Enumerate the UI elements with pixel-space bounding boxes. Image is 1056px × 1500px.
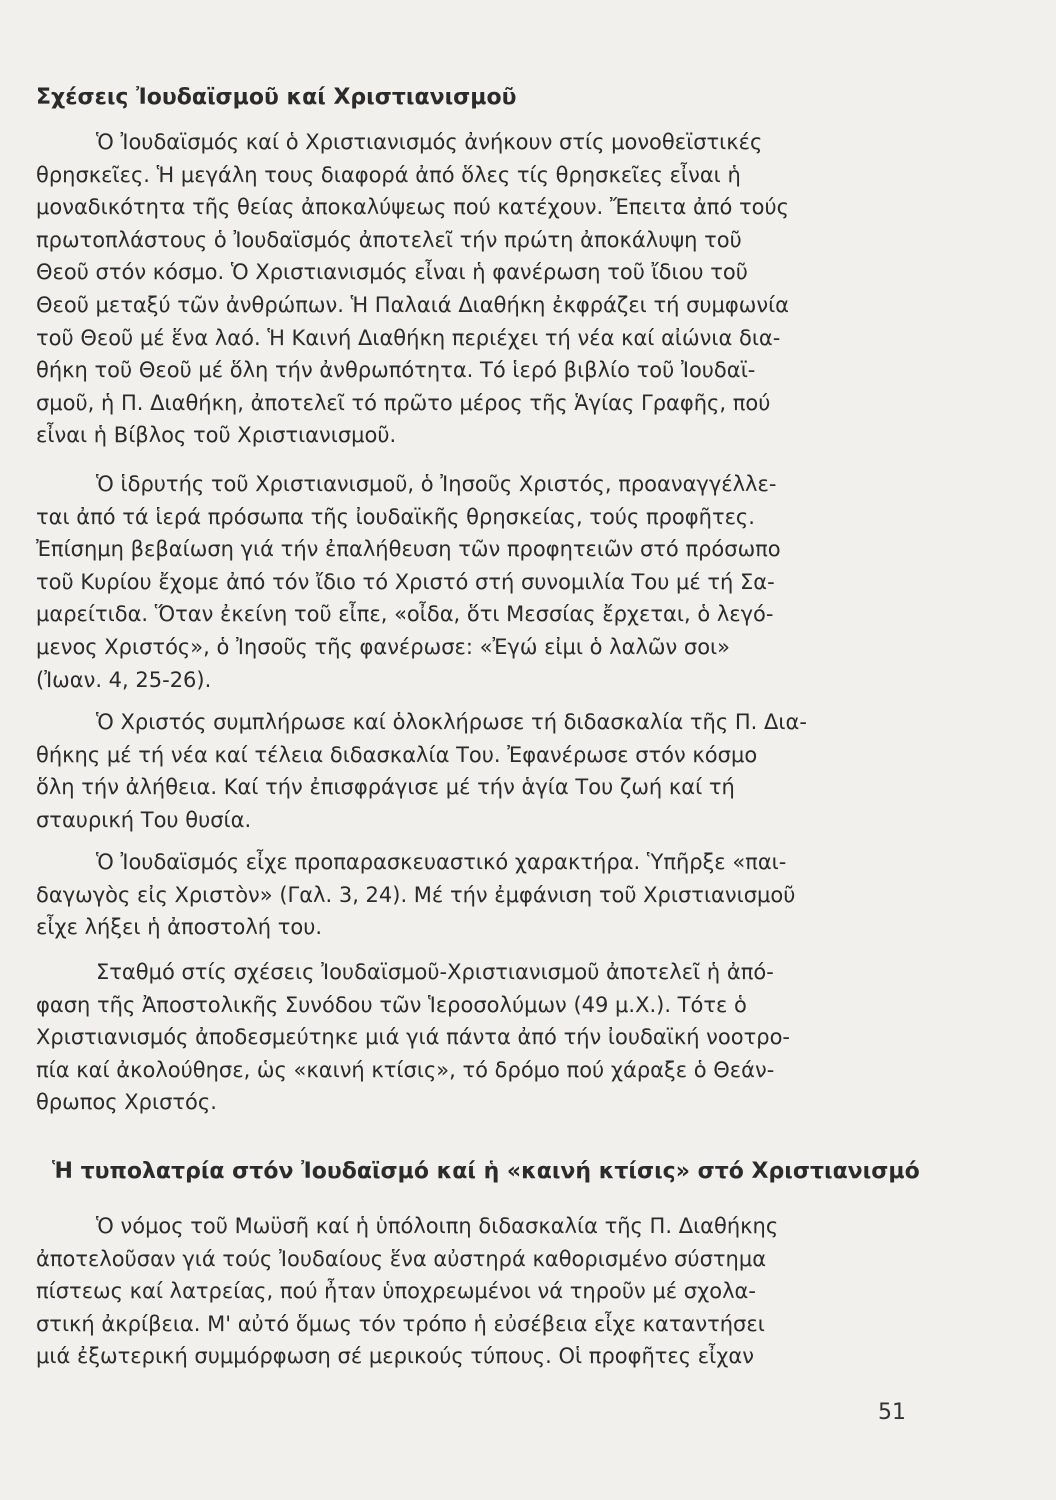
text-line: εἶναι ἡ Βίβλος τοῦ Χριστιανισμοῦ. (36, 423, 397, 448)
text-line: Ὁ ἱδρυτής τοῦ Χριστιανισμοῦ, ὁ Ἰησοῦς Χριστός, προαναγγέλλε- (96, 472, 777, 496)
text-line: θρωπος Χριστός. (36, 1090, 217, 1115)
paragraph-4 (36, 846, 906, 944)
text-line: Σταθμό στίς σχέσεις Ἰουδαϊσμοῦ-Χριστιανισμοῦ ἀποτελεῖ ἡ ἀπό- (96, 960, 774, 984)
text-line: Ὁ Ἰουδαϊσμός καί ὁ Χριστιανισμός ἀνήκουν στίς μονοθεϊστικές (96, 130, 763, 154)
text-line: σμοῦ, ἡ Π. Διαθήκη, ἀποτελεῖ τό πρῶτο μέρος τῆς Ἁγίας Γραφῆς, πού (36, 390, 771, 415)
text-line: τοῦ Θεοῦ μέ ἕνα λαό. Ἡ Καινή Διαθήκη περιέχει τή νέα καί αἰώνια δια- (36, 325, 781, 350)
text-line: πία καί ἀκολούθησε, ὡς «καινή κτίσις», τό δρόμο πού χάραξε ὁ Θεάν- (36, 1057, 775, 1082)
text-line: Ἐπίσημη βεβαίωση γιά τήν ἐπαλήθευση τῶν προφητειῶν στό πρόσωπο (36, 537, 781, 562)
text-line: μαρείτιδα. Ὅταν ἐκείνη τοῦ εἶπε, «οἶδα, ὅτι Μεσσίας ἔρχεται, ὁ λεγό- (36, 602, 774, 627)
paragraph-3 (36, 706, 906, 836)
text-line: τοῦ Κυρίου ἔχομε ἀπό τόν ἴδιο τό Χριστό στή συνομιλία Του μέ τή Σα- (36, 569, 775, 594)
text-line: θρησκεῖες. Ἡ μεγάλη τους διαφορά ἀπό ὅλες τίς θρησκεῖες εἶναι ἡ (36, 162, 741, 187)
text-line: Θεοῦ μεταξύ τῶν ἀνθρώπων. Ἡ Παλαιά Διαθήκη ἐκφράζει τή συμφωνία (36, 292, 790, 317)
text-line: θήκης μέ τή νέα καί τέλεια διδασκαλία Του. Ἐφανέρωσε στόν κόσμο (36, 742, 758, 767)
section-heading-2: Ἡ τυπολατρία στόν Ἰουδαϊσμό καί ἡ «καινή κτίσις» στό Χριστιανισμό (52, 1159, 920, 1184)
text-line: ὅλη τήν ἀλήθεια. Καί τήν ἐπισφράγισε μέ τήν ἁγία Του ζωή καί τή (36, 775, 735, 800)
text-line: Θεοῦ στόν κόσμο. Ὁ Χριστιανισμός εἶναι ἡ φανέρωση τοῦ ἴδιου τοῦ (36, 260, 748, 285)
text-line: ἀποτελοῦσαν γιά τούς Ἰουδαίους ἕνα αὐστηρά καθορισμένο σύστημα (36, 1246, 767, 1271)
text-line: ται ἀπό τά ἱερά πρόσωπα τῆς ἰουδαϊκῆς θρησκείας, τούς προφῆτες. (36, 504, 755, 529)
text-line: θήκη τοῦ Θεοῦ μέ ὅλη τήν ἀνθρωπότητα. Τό ἱερό βιβλίο τοῦ Ἰουδαϊ- (36, 358, 756, 383)
text-line: πίστεως καί λατρείας, πού ἦταν ὑποχρεωμένοι νά τηροῦν μέ σχολα- (36, 1279, 756, 1304)
text-line: δαγωγὸς εἰς Χριστὸν» (Γαλ. 3, 24). Μέ τήν ἐμφάνιση τοῦ Χριστιανισμοῦ (36, 882, 796, 907)
text-line: σταυρική Του θυσία. (36, 807, 252, 832)
text-line: πρωτοπλάστους ὁ Ἰουδαϊσμός ἀποτελεῖ τήν πρώτη ἀποκάλυψη τοῦ (36, 227, 742, 252)
text-line: στική ἀκρίβεια. Μ' αὐτό ὅμως τόν τρόπο ἡ εὐσέβεια εἶχε καταντήσει (36, 1311, 765, 1336)
section-heading-1: Σχέσεις Ἰουδαϊσμοῦ καί Χριστιανισμοῦ (36, 85, 517, 110)
text-line: (Ἰωαν. 4, 25-26). (36, 667, 212, 692)
text-line: Ὁ Ἰουδαϊσμός εἶχε προπαρασκευαστικό χαρακτήρα. Ὑπῆρξε «παι- (96, 850, 787, 874)
text-line: Ὁ Χριστός συμπλήρωσε καί ὁλοκλήρωσε τή διδασκαλία τῆς Π. Δια- (96, 710, 807, 734)
paragraph-2 (36, 468, 906, 696)
text-line: μενος Χριστός», ὁ Ἰησοῦς τῆς φανέρωσε: «Ἐγώ εἰμι ὁ λαλῶν σοι» (36, 634, 731, 659)
text-line: Ὁ νόμος τοῦ Μωϋσῆ καί ἡ ὑπόλοιπη διδασκαλία τῆς Π. Διαθήκης (96, 1214, 779, 1238)
text-line: εἶχε λήξει ἡ ἀποστολή του. (36, 915, 323, 940)
text-line: μιά ἐξωτερική συμμόρφωση σέ μερικούς τύπους. Οἱ προφῆτες εἶχαν (36, 1344, 754, 1369)
page-number: 51 (878, 1400, 906, 1425)
text-line: Χριστιανισμός ἀποδεσμεύτηκε μιά γιά πάντα ἀπό τήν ἰουδαϊκή νοοτρο- (36, 1025, 791, 1050)
text-line: μοναδικότητα τῆς θείας ἀποκαλύψεως πού κατέχουν. Ἔπειτα ἀπό τούς (36, 195, 789, 220)
text-line: φαση τῆς Ἀποστολικῆς Συνόδου τῶν Ἱεροσολύμων (49 μ.Χ.). Τότε ὁ (36, 992, 747, 1017)
paragraph-5 (36, 956, 906, 1119)
paragraph-6 (36, 1210, 906, 1373)
paragraph-1 (36, 126, 906, 452)
